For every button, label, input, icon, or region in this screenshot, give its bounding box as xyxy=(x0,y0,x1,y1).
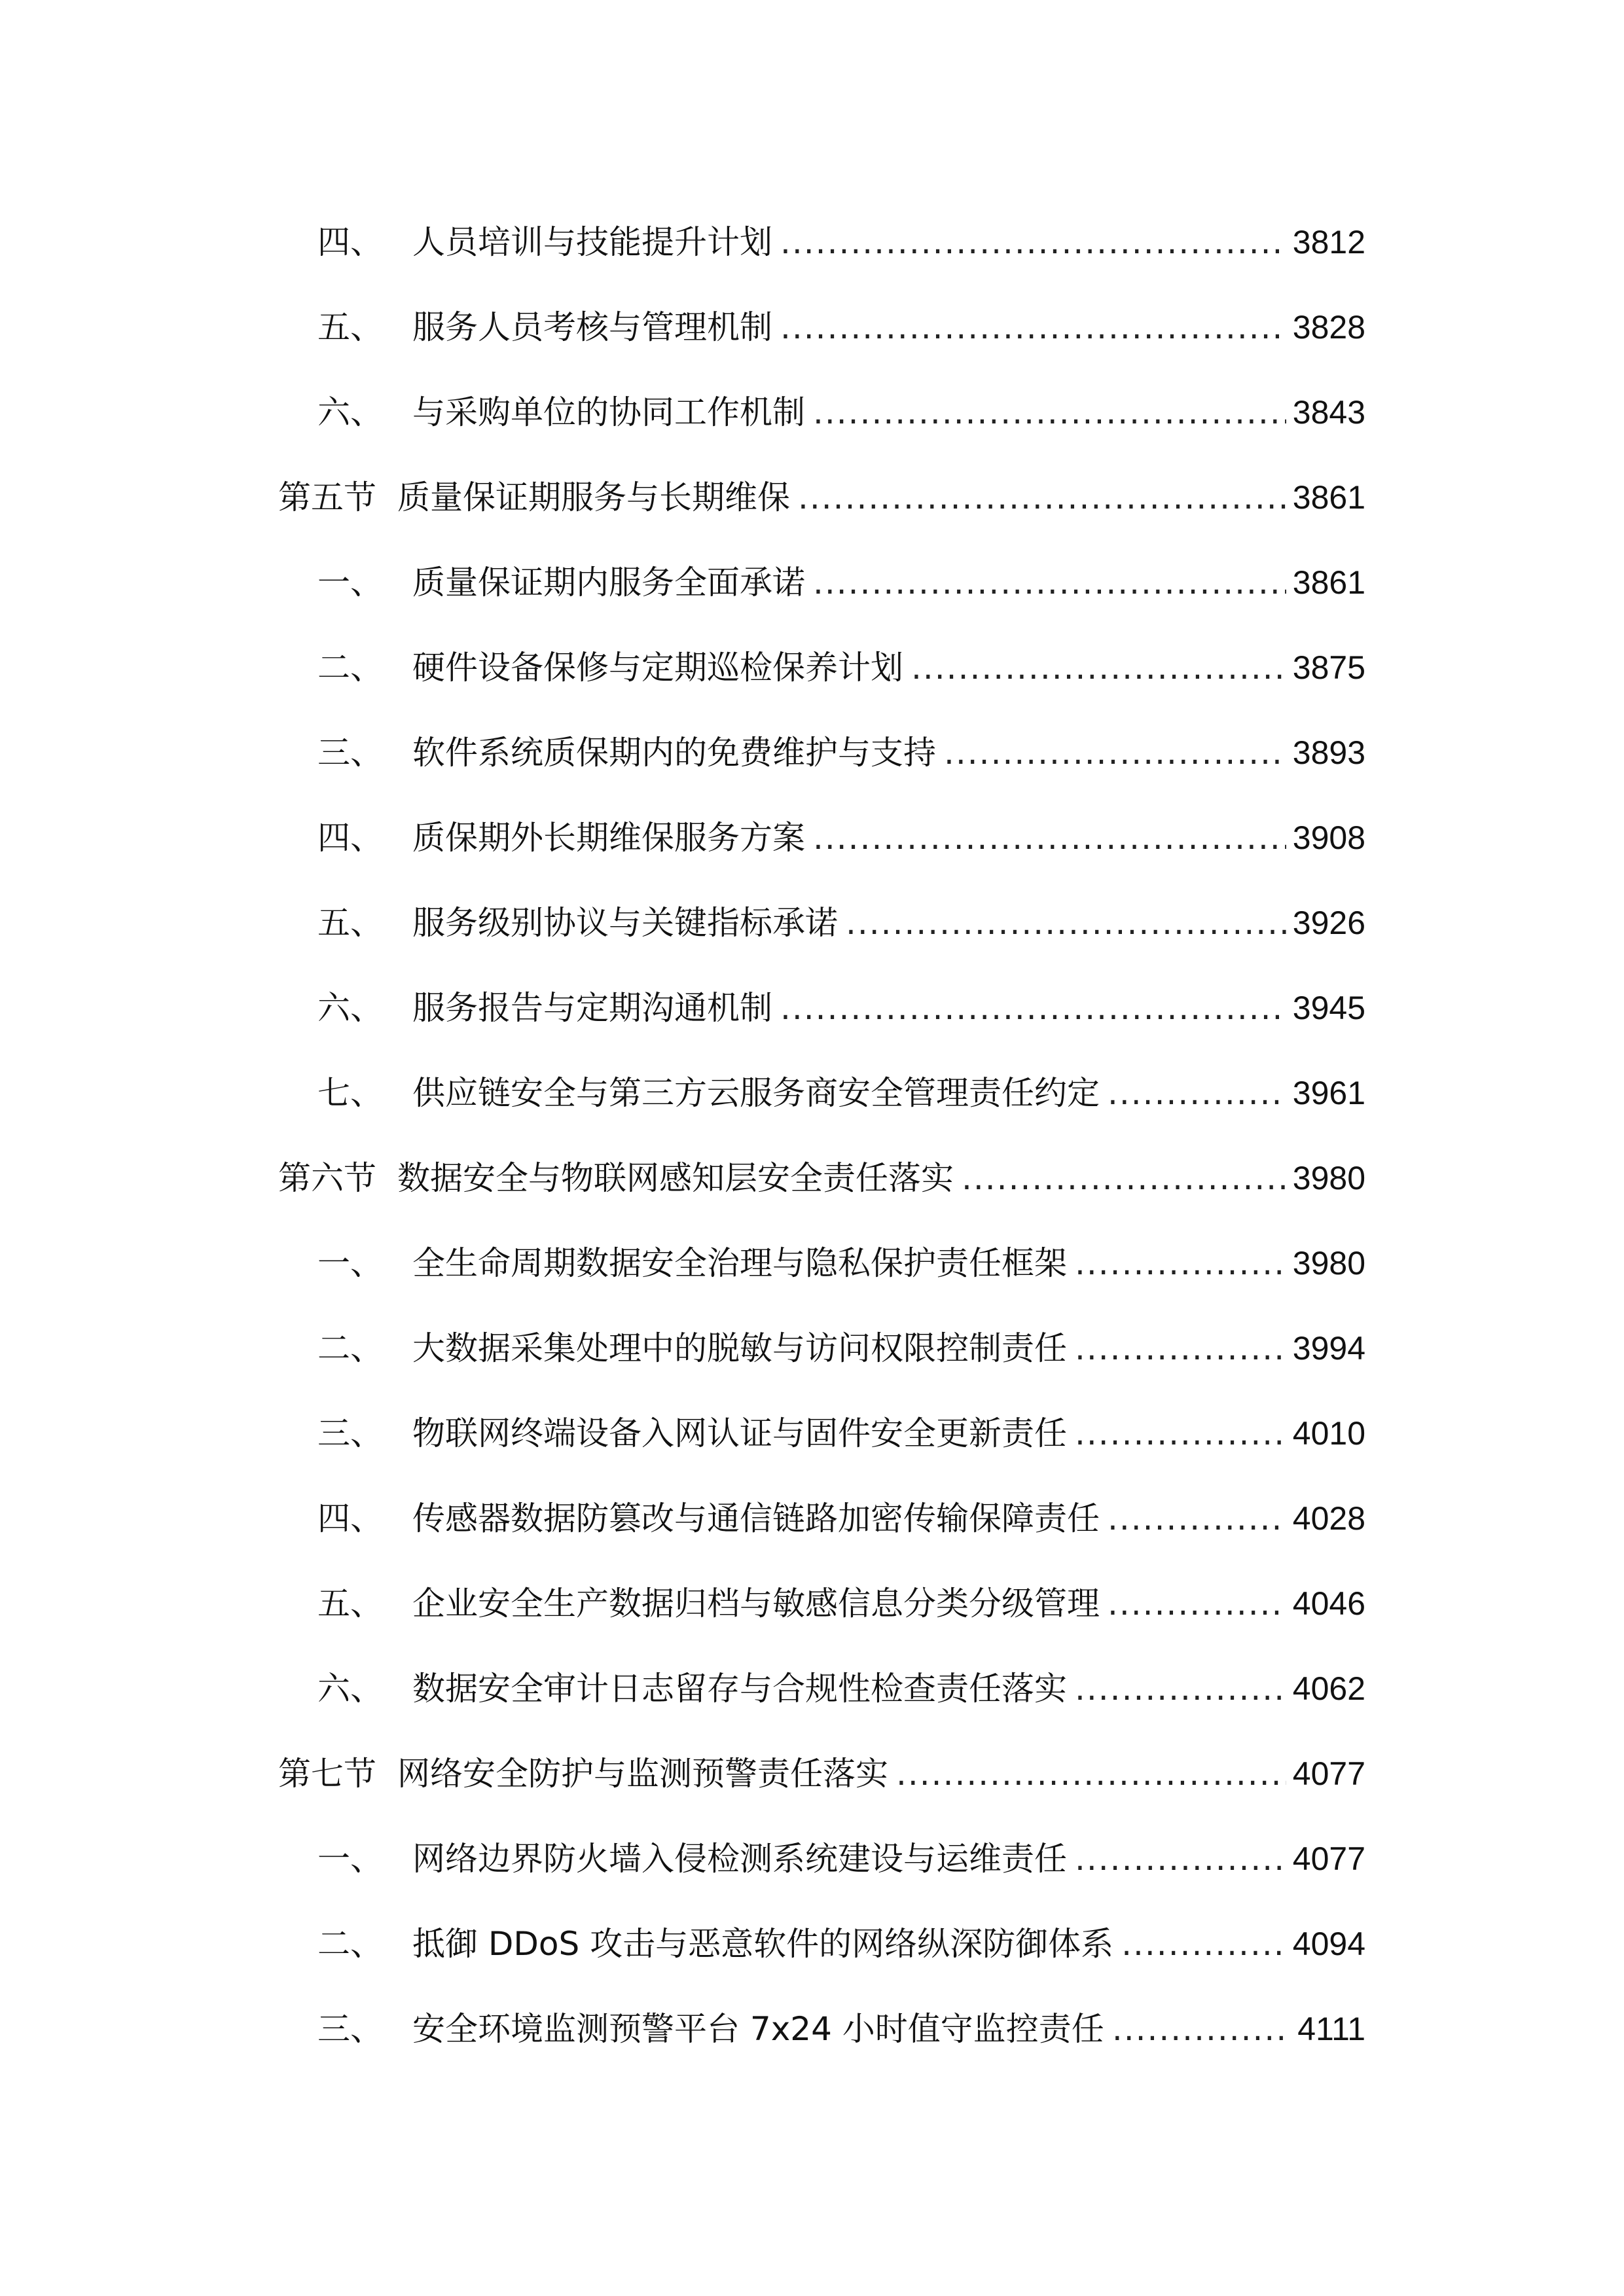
toc-section-entry[interactable] xyxy=(0,455,1624,540)
toc-entry-number: 一、 xyxy=(317,564,383,601)
dot-leader xyxy=(780,200,1286,285)
dot-leader xyxy=(962,1136,1286,1221)
toc-entry-title[interactable]: 企业安全生产数据归档与敏感信息分类分级管理 xyxy=(412,1585,1100,1623)
toc-entry-number: 五、 xyxy=(317,1585,383,1623)
dot-leader xyxy=(813,795,1286,880)
toc-entry-page[interactable]: 4010 xyxy=(1292,1415,1365,1452)
toc-entry-title[interactable]: 物联网终端设备入网认证与固件安全更新责任 xyxy=(412,1414,1067,1452)
toc-entry-title[interactable]: 数据安全审计日志留存与合规性检查责任落实 xyxy=(412,1670,1067,1708)
toc-entry-page[interactable]: 3843 xyxy=(1292,394,1365,431)
dot-leader xyxy=(1108,1050,1286,1136)
toc-entry-title[interactable]: 供应链安全与第三方云服务商安全管理责任约定 xyxy=(412,1074,1100,1112)
toc-entry-page[interactable]: 3994 xyxy=(1292,1330,1365,1367)
toc-entry[interactable] xyxy=(0,1050,1624,1136)
toc-entry-page[interactable]: 3875 xyxy=(1292,649,1365,686)
toc-entry[interactable] xyxy=(0,965,1624,1050)
toc-entry-number: 五、 xyxy=(317,308,383,346)
dot-leader xyxy=(798,455,1286,540)
toc-entry-page[interactable]: 3893 xyxy=(1292,734,1365,771)
dot-leader xyxy=(1121,1901,1286,1986)
toc-entry-page[interactable]: 3980 xyxy=(1292,1160,1365,1196)
toc-entry-number: 二、 xyxy=(317,649,383,687)
toc-entry-number: 四、 xyxy=(317,1499,383,1537)
toc-entry-number: 六、 xyxy=(317,1670,383,1708)
toc-entry-number: 一、 xyxy=(317,1244,383,1282)
toc-entry-title[interactable]: 人员培训与技能提升计划 xyxy=(412,223,772,261)
dot-leader xyxy=(1075,1816,1286,1901)
toc-entry-page[interactable]: 3828 xyxy=(1292,309,1365,346)
toc-entry-page[interactable]: 3908 xyxy=(1292,819,1365,856)
toc-entry-page[interactable]: 3961 xyxy=(1292,1075,1365,1111)
toc-section-title[interactable]: 网络安全防护与监测预警责任落实 xyxy=(397,1755,888,1793)
toc-entry-page[interactable]: 4046 xyxy=(1292,1585,1365,1622)
toc-section-title[interactable]: 数据安全与物联网感知层安全责任落实 xyxy=(397,1159,954,1197)
toc-entry-number: 三、 xyxy=(317,734,383,772)
dot-leader xyxy=(1075,1646,1286,1731)
toc-entry-title[interactable]: 软件系统质保期内的免费维护与支持 xyxy=(412,734,936,772)
toc-entry-title[interactable]: 质量保证期内服务全面承诺 xyxy=(412,564,805,601)
toc-entry[interactable] xyxy=(0,540,1624,625)
toc-entry-title[interactable]: 传感器数据防篡改与通信链路加密传输保障责任 xyxy=(412,1499,1100,1537)
toc-section-number: 第五节 xyxy=(278,478,376,516)
toc-entry[interactable] xyxy=(0,1986,1624,2072)
toc-section-number: 第七节 xyxy=(278,1755,376,1793)
toc-entry-page[interactable]: 3945 xyxy=(1292,990,1365,1026)
toc-entry-number: 二、 xyxy=(317,1329,383,1367)
toc-entry-title[interactable]: 与采购单位的协同工作机制 xyxy=(412,393,805,431)
toc-entry-number: 二、 xyxy=(317,1925,383,1963)
toc-entry[interactable] xyxy=(0,1476,1624,1561)
toc-entry[interactable] xyxy=(0,1561,1624,1646)
dot-leader xyxy=(813,370,1286,455)
toc-entry-page[interactable]: 4077 xyxy=(1292,1755,1365,1792)
toc-entry-number: 三、 xyxy=(317,2010,383,2048)
toc-entry-title[interactable]: 服务报告与定期沟通机制 xyxy=(412,989,772,1027)
dot-leader xyxy=(911,625,1286,710)
dot-leader xyxy=(780,285,1286,370)
toc-entry[interactable] xyxy=(0,880,1624,965)
toc-entry-page[interactable]: 3861 xyxy=(1292,564,1365,601)
toc-entry-number: 六、 xyxy=(317,989,383,1027)
dot-leader xyxy=(1112,1986,1291,2072)
dot-leader xyxy=(1108,1561,1286,1646)
toc-entry-title[interactable]: 网络边界防火墙入侵检测系统建设与运维责任 xyxy=(412,1840,1067,1878)
toc-entry-number: 三、 xyxy=(317,1414,383,1452)
dot-leader xyxy=(896,1731,1286,1816)
toc-entry-number: 四、 xyxy=(317,819,383,857)
toc-entry-page[interactable]: 4077 xyxy=(1292,1840,1365,1877)
toc-entry-number: 五、 xyxy=(317,904,383,942)
dot-leader xyxy=(813,540,1286,625)
toc-entry-title[interactable]: 大数据采集处理中的脱敏与访问权限控制责任 xyxy=(412,1329,1067,1367)
toc-entry[interactable] xyxy=(0,1221,1624,1306)
toc-entry[interactable] xyxy=(0,370,1624,455)
dot-leader xyxy=(1075,1306,1286,1391)
dot-leader xyxy=(1108,1476,1286,1561)
toc-entry[interactable] xyxy=(0,625,1624,710)
toc-entry-title[interactable]: 硬件设备保修与定期巡检保养计划 xyxy=(412,649,903,687)
toc-entry-title[interactable]: 安全环境监测预警平台 7x24 小时值守监控责任 xyxy=(412,2010,1104,2048)
toc-entry-title[interactable]: 质保期外长期维保服务方案 xyxy=(412,819,805,857)
toc-entry-page[interactable]: 4062 xyxy=(1292,1670,1365,1707)
toc-entry-title[interactable]: 服务人员考核与管理机制 xyxy=(412,308,772,346)
dot-leader xyxy=(1075,1221,1286,1306)
dot-leader xyxy=(780,965,1286,1050)
toc-section-title[interactable]: 质量保证期服务与长期维保 xyxy=(397,478,790,516)
dot-leader xyxy=(1075,1391,1286,1476)
toc-entry-page[interactable]: 4111 xyxy=(1297,2011,1365,2047)
toc-entry-number: 四、 xyxy=(317,223,383,261)
toc-entry[interactable] xyxy=(0,285,1624,370)
toc-entry-page[interactable]: 3980 xyxy=(1292,1245,1365,1282)
toc-entry-number: 七、 xyxy=(317,1074,383,1112)
toc-entry-number: 六、 xyxy=(317,393,383,431)
dot-leader xyxy=(944,710,1286,795)
toc-entry[interactable] xyxy=(0,1901,1624,1986)
toc-entry[interactable] xyxy=(0,1646,1624,1731)
toc-section-entry[interactable] xyxy=(0,1731,1624,1816)
toc-entry-title[interactable]: 抵御 DDoS 攻击与恶意软件的网络纵深防御体系 xyxy=(412,1925,1114,1963)
toc-entry-number: 一、 xyxy=(317,1840,383,1878)
toc-entry-page[interactable]: 4028 xyxy=(1292,1500,1365,1537)
toc-entry[interactable] xyxy=(0,1391,1624,1476)
toc-entry[interactable] xyxy=(0,795,1624,880)
toc-entry-page[interactable]: 4094 xyxy=(1292,1926,1365,1962)
toc-entry[interactable] xyxy=(0,200,1624,285)
toc-section-entry[interactable] xyxy=(0,1136,1624,1221)
table-of-contents xyxy=(0,200,1624,2072)
toc-entry-page[interactable]: 3861 xyxy=(1292,479,1365,516)
toc-entry[interactable] xyxy=(0,710,1624,795)
toc-entry-title[interactable]: 全生命周期数据安全治理与隐私保护责任框架 xyxy=(412,1244,1067,1282)
toc-section-number: 第六节 xyxy=(278,1159,376,1197)
toc-entry-title[interactable]: 服务级别协议与关键指标承诺 xyxy=(412,904,838,942)
toc-entry[interactable] xyxy=(0,1816,1624,1901)
dot-leader xyxy=(846,880,1286,965)
toc-entry-page[interactable]: 3926 xyxy=(1292,905,1365,941)
toc-entry[interactable] xyxy=(0,1306,1624,1391)
toc-entry-page[interactable]: 3812 xyxy=(1292,224,1365,260)
